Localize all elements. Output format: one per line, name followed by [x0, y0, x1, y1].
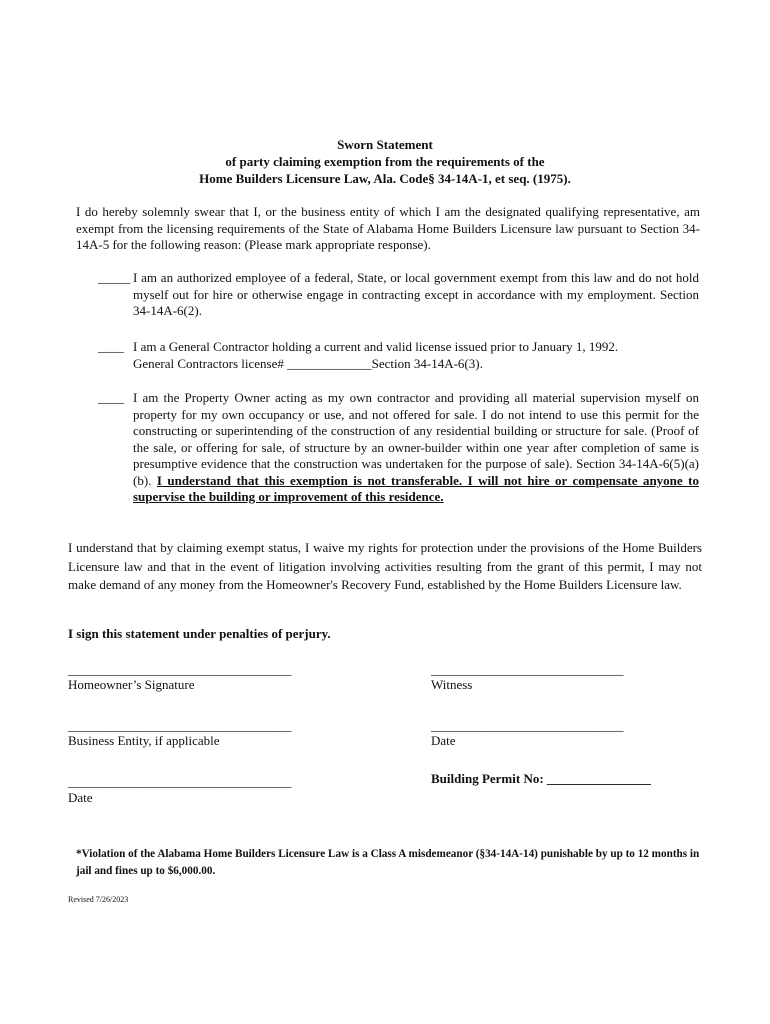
license-label: General Contractors license# [133, 355, 288, 371]
building-permit-field [431, 771, 651, 787]
homeowner-signature-label: Homeowner’s Signature [68, 677, 195, 692]
option-2-line-1: I am a General Contractor holding a current and valid license issued prior to January 1, 1992. [133, 339, 619, 354]
license-number-blank[interactable]: _____________ [287, 355, 372, 371]
witness-signature-line[interactable]: _______________________________ [431, 662, 624, 677]
violation-notice: *Violation of the Alabama Home Builders Licensure Law is a Class A misdemeanor (§34-14A-14) punishable by up to 12 months in jail and fines up to $6,000.00. [76, 848, 700, 877]
date-left-line[interactable]: ____________________________________ [68, 774, 292, 789]
waiver-paragraph: I understand that by claiming exempt status, I waive my rights for protection under the provisions of the Home Builders Licensure law and that in the event of litigation involving activities resulting from the grant of this permit, I may not make demand of any money from the Homeowner's Recovery Fund, established by the Home Builders Licensure law. [68, 540, 702, 592]
revision-date: Revised 7/26/2023 [68, 895, 129, 904]
intro-paragraph: I do hereby solemnly swear that I, or the business entity of which I am the designated qualifying representative, am exempt from the licensing requirements of the State of Alabama Home Builders Licensure law pursuant to Section 34-14A-5 for the following reason: (Please mark appropriate response). [76, 204, 700, 252]
document-title: Sworn Statement [337, 137, 433, 152]
business-entity-label: Business Entity, if applicable [68, 733, 220, 748]
perjury-statement: I sign this statement under penalties of perjury. [68, 626, 331, 641]
option-3-text [133, 390, 699, 506]
option-1-text: I am an authorized employee of a federal, State, or local government exempt from this law and do not hold myself out for hire or otherwise engage in contracting except in accordance with my employment. Section 34-14A-6(2). [133, 270, 699, 318]
homeowner-signature-line[interactable]: ____________________________________ [68, 662, 292, 677]
option-3-bold-statement: I understand that this exemption is not transferable. I will not hire or compensate anyone to supervise the building or improvement of this residence. [133, 472, 699, 504]
date-right-label: Date [431, 733, 456, 748]
date-left-label: Date [68, 790, 93, 805]
document-subtitle-2: Home Builders Licensure Law, Ala. Code§ 34-14A-1, et seq. (1975). [199, 171, 571, 186]
option-2-text [133, 339, 699, 372]
option-3-body: I am the Property Owner acting as my own contractor and providing all material supervision myself on property for my own occupancy or use, and not offered for sale. I do not intend to use this permit for the constructing or superintending of the construction of any residential building or structure for sale. (Proof of the sale, or offering for sale, of structure by an owner-builder within one year after completion of same is presumptive evidence that the construction was undertaken for the purpose of sale). Section 34-14A-6(5)(a)(b). [133, 390, 699, 488]
building-permit-label: Building Permit No: [431, 771, 547, 786]
business-entity-line[interactable]: ____________________________________ [68, 718, 292, 733]
option-3-checkbox-blank[interactable]: ____ [98, 390, 124, 405]
option-1-checkbox-blank[interactable]: _____ [98, 270, 131, 285]
document-subtitle-1: of party claiming exemption from the requirements of the [225, 154, 545, 169]
option-2-line-2 [133, 356, 699, 373]
date-right-line[interactable]: _______________________________ [431, 718, 624, 733]
option-2-checkbox-blank[interactable]: ____ [98, 339, 124, 354]
witness-label: Witness [431, 677, 473, 692]
building-permit-blank[interactable]: ________________ [546, 771, 651, 786]
license-section: Section 34-14A-6(3). [371, 355, 483, 371]
